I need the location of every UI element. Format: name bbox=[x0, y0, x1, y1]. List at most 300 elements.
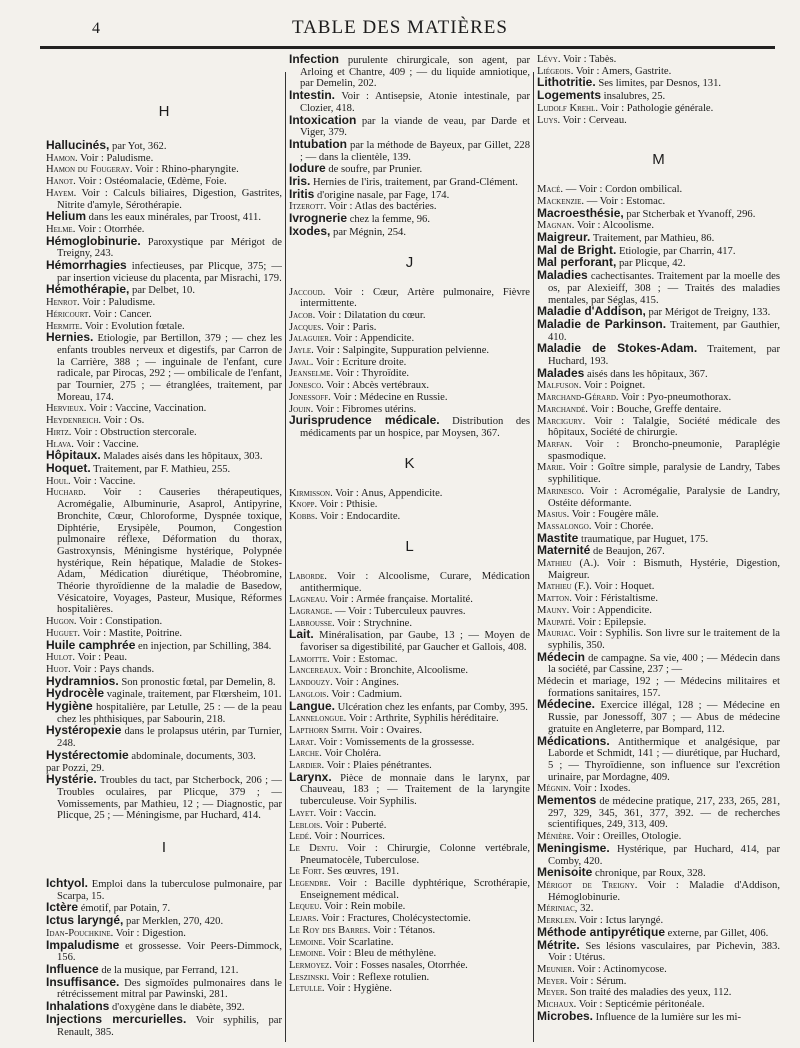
index-entry bbox=[537, 90, 780, 103]
entry-text: Voir : Rein mobile. bbox=[324, 901, 406, 913]
entry-text: Voir : Médecine en Russie. bbox=[333, 391, 448, 403]
index-entry bbox=[537, 605, 780, 617]
index-entry bbox=[46, 211, 282, 224]
index-entry bbox=[46, 297, 282, 309]
index-entry bbox=[46, 176, 282, 188]
index-entry bbox=[289, 866, 530, 878]
author-name: Larche. bbox=[289, 748, 322, 760]
index-entry bbox=[289, 571, 530, 594]
author-name: Le Roy des Barres. bbox=[289, 924, 371, 936]
entry-text: Voir : Obstruction stercorale. bbox=[73, 426, 197, 438]
author-name: Michaux. bbox=[537, 999, 577, 1011]
entry-text: Ses lésions vasculaires, par Pichevin, 383. Voir : Utérus. bbox=[548, 940, 780, 964]
index-entry bbox=[289, 665, 530, 677]
entry-text: Malades aisés dans les hôpitaux, 303. bbox=[103, 451, 263, 463]
entry-text: Voir : Vaccine. bbox=[73, 475, 136, 487]
index-entry bbox=[289, 618, 530, 630]
index-column-1 bbox=[46, 54, 282, 1044]
index-entry bbox=[46, 725, 282, 749]
index-entry bbox=[289, 972, 530, 984]
entry-text: Voir : Bismuth, Hystérie, Digestion, Maigreur. bbox=[548, 558, 780, 581]
index-entry bbox=[289, 322, 530, 334]
entry-heading: Huile camphrée bbox=[46, 637, 136, 652]
author-name: Massalongo. bbox=[537, 520, 592, 532]
author-name: Mackenzie. bbox=[537, 195, 585, 207]
author-name: Hirtz. bbox=[46, 426, 72, 438]
entry-heading: Meningisme. bbox=[537, 840, 610, 855]
entry-text: Voir : Pyo-pneumothorax. bbox=[621, 392, 732, 404]
index-entry bbox=[46, 701, 282, 725]
entry-text: Voir Scarlatine. bbox=[327, 936, 394, 948]
spacer bbox=[46, 822, 282, 832]
entry-text: Son pronostic fœtal, par Demelin, 8. bbox=[121, 676, 276, 688]
author-name: Lermoyez. bbox=[289, 960, 332, 971]
index-entry bbox=[289, 725, 530, 737]
entry-text: Voir : Acromégalie, Paralysie de Landry, Ostéite déformante. bbox=[548, 485, 780, 509]
index-entry bbox=[537, 509, 780, 521]
entry-text: Etiologie, par Charrin, 417. bbox=[619, 245, 736, 257]
entry-text: Pièce de monnaie dans le larynx, par Chauveau, 183 ; — Traitement de la laryngite tuberculeuse. Voir Syphilis. bbox=[300, 772, 530, 808]
author-name: Jacob. bbox=[289, 309, 316, 321]
author-name: Lemoine. bbox=[289, 948, 326, 960]
entry-text: de soufre, par Prunier. bbox=[328, 164, 423, 176]
author-name: Layet. bbox=[289, 807, 317, 819]
entry-heading: Hémothérapie, bbox=[46, 282, 130, 297]
index-entry bbox=[537, 976, 780, 988]
index-entry bbox=[289, 415, 530, 439]
entry-text: d'origine nasale, par Fage, 174. bbox=[317, 189, 450, 201]
entry-text: Voir : Poignet. bbox=[583, 380, 646, 392]
author-name: Jaccoud. bbox=[289, 286, 326, 298]
author-name: Labrousse. bbox=[289, 617, 335, 629]
entry-heading: Helium bbox=[46, 209, 87, 224]
entry-text: Traitement, par F. Mathieu, 255. bbox=[93, 463, 231, 475]
entry-text: par Merklen, 270, 420. bbox=[126, 916, 224, 928]
entry-text: Voir : Amers, Gastrite. bbox=[575, 65, 672, 77]
entry-text: Voir : Vaccin. bbox=[318, 807, 377, 819]
index-entry bbox=[289, 913, 530, 925]
author-name: Mathieu (F.). bbox=[537, 581, 592, 593]
index-entry bbox=[46, 637, 282, 653]
entry-text: Voir : Talalgie, Société médicale des hôpitaux, Société de chirurgie. bbox=[548, 415, 780, 439]
index-entry bbox=[537, 628, 780, 651]
index-column-2 bbox=[289, 54, 530, 1044]
index-entry bbox=[537, 593, 780, 605]
index-entry bbox=[537, 343, 780, 367]
index-entry bbox=[289, 368, 530, 380]
entry-text: Emploi dans la tuberculose pulmonaire, par Scarpa, 15. bbox=[57, 879, 282, 902]
index-entry bbox=[46, 233, 282, 260]
index-entry bbox=[46, 309, 282, 321]
spacer bbox=[289, 239, 530, 247]
entry-text: 32. bbox=[580, 903, 594, 915]
index-entry bbox=[289, 176, 530, 189]
author-name: Jayle. bbox=[289, 345, 314, 357]
entry-heading: Insuffisance. bbox=[46, 974, 120, 989]
author-name: Meunier. bbox=[537, 963, 575, 975]
index-entry bbox=[289, 333, 530, 345]
entry-heading: Malades bbox=[537, 365, 585, 380]
author-name: Mérigot de Treigny. bbox=[537, 880, 638, 891]
entry-heading: Mastite bbox=[537, 530, 579, 545]
index-entry bbox=[289, 54, 530, 90]
entry-heading: Hydramnios. bbox=[46, 673, 119, 688]
section-letter: I bbox=[161, 839, 167, 857]
entry-text: Voir : Septicémie péritonéale. bbox=[578, 999, 705, 1011]
entry-text: par Pozzi, 29. bbox=[46, 762, 105, 774]
index-entry bbox=[537, 316, 780, 343]
entry-text: Voir : Anus, Appendicite. bbox=[335, 487, 443, 499]
entry-text: Hystérique, par Huchard, 414, par Comby, 420. bbox=[548, 843, 780, 867]
index-entry bbox=[289, 90, 530, 114]
entry-text: par Stcherbak et Yvanoff, 296. bbox=[626, 208, 756, 220]
entry-text: — Voir : Tuberculeux pauvres. bbox=[335, 605, 466, 617]
entry-text: Voir : Reflexe rotulien. bbox=[331, 971, 430, 983]
author-name: Idan-Pouchkine. bbox=[46, 927, 114, 939]
index-entry bbox=[46, 1011, 282, 1038]
author-name: Marie. bbox=[537, 462, 566, 474]
author-name: Leszinski. bbox=[289, 971, 330, 983]
entry-text: en injection, par Schilling, 384. bbox=[138, 640, 272, 652]
entry-heading: Métrite. bbox=[537, 937, 580, 952]
entry-text: chez la femme, 96. bbox=[349, 214, 430, 226]
index-entry bbox=[289, 163, 530, 176]
index-entry bbox=[289, 511, 530, 523]
author-name: Masius. bbox=[537, 509, 570, 521]
entry-text: de Beaujon, 267. bbox=[593, 546, 665, 558]
entry-heading: Menisoite bbox=[537, 865, 593, 880]
index-entry bbox=[537, 581, 780, 593]
index-entry bbox=[46, 284, 282, 297]
entry-text: de la musique, par Ferrand, 121. bbox=[101, 965, 239, 976]
index-entry bbox=[46, 260, 282, 284]
entry-text: — Voir : Cordon ombilical. bbox=[565, 184, 683, 196]
author-name: Itzerott. bbox=[289, 201, 327, 213]
index-entry bbox=[537, 54, 780, 66]
entry-text: insalubres, 25. bbox=[603, 91, 666, 103]
index-entry bbox=[289, 748, 530, 760]
entry-heading: Influence bbox=[46, 962, 99, 976]
entry-text: Voir : Ictus laryngé. bbox=[579, 915, 664, 927]
entry-text: par Mérigot de Treigny, 133. bbox=[648, 307, 771, 319]
author-name: Lagrange. bbox=[289, 605, 333, 617]
entry-text: Distribution des médicaments par un hospice, par Moysen, 367. bbox=[300, 416, 530, 439]
author-name: Lagneau. bbox=[289, 594, 328, 606]
entry-text: Voir : Bacille dyphtérique, Scrothérapie, Enseignement médical. bbox=[300, 878, 530, 901]
entry-text: Voir : Fractures, Cholécystectomie. bbox=[321, 913, 471, 925]
entry-text: Son traité des maladies des yeux, 112. bbox=[570, 987, 732, 999]
index-entry bbox=[537, 270, 780, 306]
index-entry bbox=[289, 808, 530, 820]
author-name: Hlava. bbox=[46, 438, 74, 450]
index-entry bbox=[537, 404, 780, 416]
index-entry bbox=[289, 820, 530, 832]
author-name: Legendre. bbox=[289, 878, 331, 890]
section-letter: H bbox=[158, 103, 170, 120]
author-name: Leblois. bbox=[289, 819, 323, 831]
entry-text: Voir : Bouche, Greffe dentaire. bbox=[590, 403, 722, 415]
entry-text: Troubles du tact, par Stcherbock, 206 ; — Troubles oculaires, par Plicque, 379 ; — Vomissements, par Mathieu, 12 ; — Diagnostic, par Plicque, 25 ; — Méningisme, par Huchard, 414. bbox=[57, 775, 282, 822]
entry-text: Voir : Sérum. bbox=[569, 975, 627, 987]
index-entry bbox=[46, 332, 282, 403]
author-name: Merklen. bbox=[537, 915, 577, 927]
index-entry bbox=[289, 499, 530, 511]
index-entry bbox=[46, 652, 282, 664]
author-name: Lannelongue. bbox=[289, 713, 347, 725]
index-entry bbox=[46, 774, 282, 822]
index-entry bbox=[46, 164, 282, 176]
entry-heading: Hystérie. bbox=[46, 772, 97, 787]
entry-text: hospitalière, par Letulle, 25 : — de la peau chez les phthisiques, par Sabourin, 218. bbox=[57, 702, 282, 725]
entry-text: Hernies de l'iris, traitement, par Grand-Clément. bbox=[313, 177, 518, 189]
entry-text: Voir : Tétanos. bbox=[372, 924, 436, 936]
entry-text: de campagne. Sa vie, 400 ; — Médecin dans la société, par Cassine, 237 ; — bbox=[548, 652, 780, 676]
entry-text: Voir : Paris. bbox=[326, 321, 377, 333]
author-name: Huguet. bbox=[46, 627, 81, 639]
author-name: Mériniac, bbox=[537, 903, 578, 915]
entry-heading: Maladie de Stokes-Adam. bbox=[537, 341, 698, 356]
entry-text: Voir : Causeries thérapeutiques, Acromégalie, Albuminurie, Asaprol, Antipyrine, Bronchite, Cœur, Chloroforme, Dyspnée toxique, Diphtérie, Erysipèle, Poumon, Congestion pulmonaire réflexe, Déformation du thorax, Gastroxynsis, Méningisme hystérique, Polypnée hystérique, Rein hépatique, Maladie de Stokes-Adam, Médication diurétique, Théobromine, Théorie thyroïdienne de la maladie de Basedow, Vésicatoire, Voyages, Pasteur, Musique, Réformes hospitalières. bbox=[57, 487, 282, 616]
entry-text: Traitement, par Huchard, 193. bbox=[548, 344, 780, 368]
entry-text: Voir : Cancer. bbox=[93, 308, 152, 320]
author-name: Jacques. bbox=[289, 321, 324, 333]
entry-text: Voir : Ovaires. bbox=[360, 724, 422, 736]
author-name: Le Fort. bbox=[289, 866, 325, 878]
entry-text: d'oxygène dans le diabète, 392. bbox=[112, 1002, 245, 1014]
entry-heading: Lait. bbox=[289, 627, 314, 642]
entry-heading: Maigreur. bbox=[537, 230, 591, 245]
entry-text: Voir : Pathologie générale. bbox=[600, 102, 714, 114]
entry-heading: Mementos bbox=[537, 793, 597, 808]
entry-text: Voir : Angines. bbox=[335, 677, 399, 689]
index-entry bbox=[289, 831, 530, 843]
entry-text: Voir : Bleu de méthylène. bbox=[327, 948, 437, 960]
entry-heading: Intubation bbox=[289, 136, 347, 151]
entry-text: Des sigmoïdes pulmonaires dans le rétrécissement mitral par Pawinski, 281. bbox=[57, 977, 282, 1001]
index-entry bbox=[289, 769, 530, 808]
entry-text: Voir : Nourrices. bbox=[314, 831, 385, 843]
entry-text: Voir : Fosses nasales, Otorrhée. bbox=[334, 960, 468, 971]
running-title: TABLE DES MATIÈRES bbox=[292, 17, 508, 38]
entry-text: Voir : Endocardite. bbox=[320, 511, 401, 523]
index-entry bbox=[46, 476, 282, 488]
spacer bbox=[289, 523, 530, 531]
entry-heading: Larynx. bbox=[289, 769, 332, 784]
entry-text: par la méthode de Bayeux, par Gillet, 228 ; — dans la clientèle, 139. bbox=[300, 139, 530, 163]
index-entry bbox=[537, 733, 780, 784]
author-name: Henrot. bbox=[46, 297, 80, 309]
entry-heading: Microbes. bbox=[537, 1008, 594, 1023]
index-entry bbox=[46, 915, 282, 928]
entry-heading: Hygiène bbox=[46, 699, 93, 714]
entry-text: Voir : Féristaltisme. bbox=[574, 593, 659, 605]
index-entry bbox=[537, 880, 780, 903]
header-rule bbox=[40, 46, 775, 49]
entry-heading: Maladie de Parkinson. bbox=[537, 316, 667, 331]
section-letter: M bbox=[652, 151, 665, 169]
author-name: Heydenreich. bbox=[46, 415, 102, 427]
entry-text: Voir : Atlas des bactéries. bbox=[328, 201, 437, 213]
author-name: Ledé. bbox=[289, 831, 312, 843]
author-name: Lamoitte. bbox=[289, 653, 330, 665]
entry-heading: Hoquet. bbox=[46, 460, 91, 475]
entry-heading: Intestin. bbox=[289, 88, 336, 103]
index-entry bbox=[537, 558, 780, 581]
index-entry bbox=[289, 345, 530, 357]
index-entry bbox=[46, 415, 282, 427]
author-name: Larat. bbox=[289, 736, 317, 748]
author-name: Hamon. bbox=[46, 152, 78, 164]
entry-text: Voir : Evolution fœtale. bbox=[84, 320, 185, 332]
index-entry bbox=[46, 140, 282, 153]
entry-text: Voir : Chorée. bbox=[593, 520, 654, 532]
author-name: Huchard. bbox=[46, 487, 86, 499]
entry-text: Ses œuvres, 191. bbox=[327, 866, 399, 878]
index-entry bbox=[537, 205, 780, 221]
index-entry bbox=[289, 960, 530, 972]
entry-heading: Maladies bbox=[537, 268, 588, 283]
index-entry bbox=[289, 878, 530, 901]
entry-text: Traitement, par Gauthier, 410. bbox=[548, 319, 780, 343]
entry-text: Voir : Epilepsie. bbox=[577, 616, 647, 628]
column-divider bbox=[285, 72, 286, 1042]
spacer bbox=[289, 440, 530, 448]
entry-heading: Hémorrhagies bbox=[46, 258, 127, 273]
entry-text: purulente chirurgicale, son agent, par Arloing et Chantre, 409 ; — du liquide amniotique, par Demelin, 202. bbox=[300, 55, 530, 90]
entry-text: Voir : Ostéomalacie, Œdème, Foie. bbox=[78, 176, 227, 188]
entry-heading: Hydrocèle bbox=[46, 686, 105, 701]
index-entry bbox=[537, 937, 780, 964]
index-entry bbox=[537, 462, 780, 485]
author-name: Landouzy. bbox=[289, 677, 333, 689]
index-entry bbox=[289, 677, 530, 689]
entry-text: Voir : Maladie d'Addison, Hémoglobinurie. bbox=[548, 880, 780, 903]
index-entry bbox=[289, 713, 530, 725]
section-letter: K bbox=[404, 454, 415, 472]
author-name: Marinesco. bbox=[537, 485, 585, 497]
index-entry bbox=[289, 223, 530, 239]
author-name: Malfuson. bbox=[537, 380, 582, 392]
entry-text: Exercice illégal, 128 ; — Médecine en Russie, par Jonessoff, 307 ; — Abus de médecine gratuite en Angleterre, par Bompard, 112. bbox=[548, 700, 780, 735]
entry-text: Voir : Oreilles, Otologie. bbox=[576, 831, 682, 843]
entry-heading: Méthode antipyrétique bbox=[537, 924, 666, 939]
entry-text: Voir : Pays chands. bbox=[73, 663, 155, 675]
index-entry bbox=[537, 545, 780, 558]
entry-heading: Macroesthésie, bbox=[537, 205, 624, 220]
entry-text: Paroxystique par Mérigot de Treigny, 243. bbox=[57, 236, 282, 260]
index-entry bbox=[537, 392, 780, 404]
section-letter: J bbox=[405, 253, 414, 271]
entry-text: par Delbet, 10. bbox=[132, 285, 195, 297]
spacer bbox=[537, 126, 780, 144]
entry-heading: Jurisprudence médicale. bbox=[289, 413, 440, 428]
entry-heading: Maladie d'Addison, bbox=[537, 304, 646, 319]
entry-text: émotif, par Potain, 7. bbox=[80, 903, 171, 915]
author-name: Mathieu (A.). bbox=[537, 558, 600, 570]
author-name: Helme. bbox=[46, 223, 76, 235]
entry-heading: Impaludisme bbox=[46, 937, 120, 952]
entry-heading: Hystéropexie bbox=[46, 723, 122, 738]
index-entry bbox=[537, 964, 780, 976]
author-name: Matton. bbox=[537, 593, 572, 605]
index-entry bbox=[537, 1008, 780, 1024]
entry-text: cachectisantes. Traitement par la moelle des os, par Alexieiff, 308 ; — Traités des maladies mentales, par Séglas, 415. bbox=[548, 271, 780, 306]
entry-heading: Médecine. bbox=[537, 697, 596, 712]
author-name: Hulot. bbox=[46, 652, 75, 664]
author-name: Marchandé. bbox=[537, 403, 588, 415]
entry-text: Influence de la lumière sur les mi- bbox=[595, 1011, 741, 1023]
entry-text: Minéralisation, par Gaube, 13 ; — Moyen de favoriser sa digestibilité, par Gaucher et Gallois, 408. bbox=[300, 630, 530, 654]
entry-heading: Médecin bbox=[537, 649, 586, 664]
entry-text: Voir : Fibromes utérins. bbox=[315, 403, 417, 415]
author-name: Meyer. bbox=[537, 987, 568, 999]
entry-text: Voir Choléra. bbox=[324, 748, 382, 760]
entry-text: Voir : Goître simple, paralysie de Landry, Tabes syphilitique. bbox=[548, 462, 780, 486]
index-entry bbox=[537, 380, 780, 392]
index-entry bbox=[289, 937, 530, 949]
index-entry bbox=[46, 747, 282, 763]
entry-heading: Injections mercurielles. bbox=[46, 1011, 187, 1026]
entry-heading: Ivrognerie bbox=[289, 211, 348, 226]
author-name: Huot. bbox=[46, 663, 71, 675]
entry-heading: Langue. bbox=[289, 698, 336, 713]
entry-text: Voir : Alcoolisme, Curare, Médication antithermique. bbox=[300, 570, 530, 594]
entry-text: Voir : Vaccine, Vaccination. bbox=[88, 403, 207, 415]
index-entry bbox=[537, 486, 780, 509]
index-entry bbox=[289, 380, 530, 392]
entry-text: Voir : Paludisme. bbox=[82, 297, 156, 309]
index-entry bbox=[537, 676, 780, 699]
entry-text: abdominale, documents, 303. bbox=[131, 750, 256, 762]
entry-heading: Iritis bbox=[289, 186, 315, 201]
entry-text: — Voir : Estomac. bbox=[586, 195, 666, 207]
author-name: Laborde. bbox=[289, 570, 327, 582]
entry-text: Voir : Tabès. bbox=[562, 54, 617, 65]
author-name: Jeanselme. bbox=[289, 368, 334, 380]
entry-text: Voir : Arthrite, Syphilis héréditaire. bbox=[348, 713, 499, 725]
index-entry bbox=[537, 649, 780, 676]
author-name: Marfan. bbox=[537, 438, 573, 450]
author-name: Hamon du Fougeray. bbox=[46, 164, 133, 176]
entry-text: Voir : Actinomycose. bbox=[577, 963, 667, 975]
author-name: Mégnin. bbox=[537, 783, 571, 795]
entry-text: de médecine pratique, 217, 233, 265, 281, 297, 329, 345, 361, 377, 392. — de recherches scientifiques, 249, 313, 409. bbox=[548, 796, 780, 831]
entry-text: chronique, par Roux, 328. bbox=[595, 868, 706, 880]
author-name: Lejars. bbox=[289, 913, 319, 925]
index-entry bbox=[289, 925, 530, 937]
entry-text: par la viande de veau, par Darde et Viger, 379. bbox=[300, 115, 530, 139]
entry-text: Médecin et mariage, 192 ; — Médecins militaires et formations sanitaires, 157. bbox=[537, 676, 780, 699]
entry-heading: Inhalations bbox=[46, 999, 110, 1014]
entry-heading: Mal perforant, bbox=[537, 255, 617, 270]
index-entry bbox=[46, 188, 282, 211]
entry-text: Voir : Appendicite. bbox=[571, 604, 652, 616]
entry-heading: Maternité bbox=[537, 543, 591, 558]
index-column-3 bbox=[537, 54, 780, 1044]
entry-text: aisés dans les hôpitaux, 367. bbox=[587, 368, 708, 380]
index-entry bbox=[537, 184, 780, 196]
index-entry bbox=[46, 153, 282, 165]
author-name: Maupaté. bbox=[537, 616, 576, 628]
entry-heading: Hémoglobinurie. bbox=[46, 233, 141, 248]
author-name: Hayem. bbox=[46, 187, 77, 199]
author-name: Lardier. bbox=[289, 760, 325, 772]
author-name: Meyer. bbox=[537, 975, 568, 987]
author-name: Langlois. bbox=[289, 688, 329, 700]
index-entry bbox=[537, 699, 780, 735]
index-entry bbox=[537, 795, 780, 831]
index-entry bbox=[289, 357, 530, 369]
